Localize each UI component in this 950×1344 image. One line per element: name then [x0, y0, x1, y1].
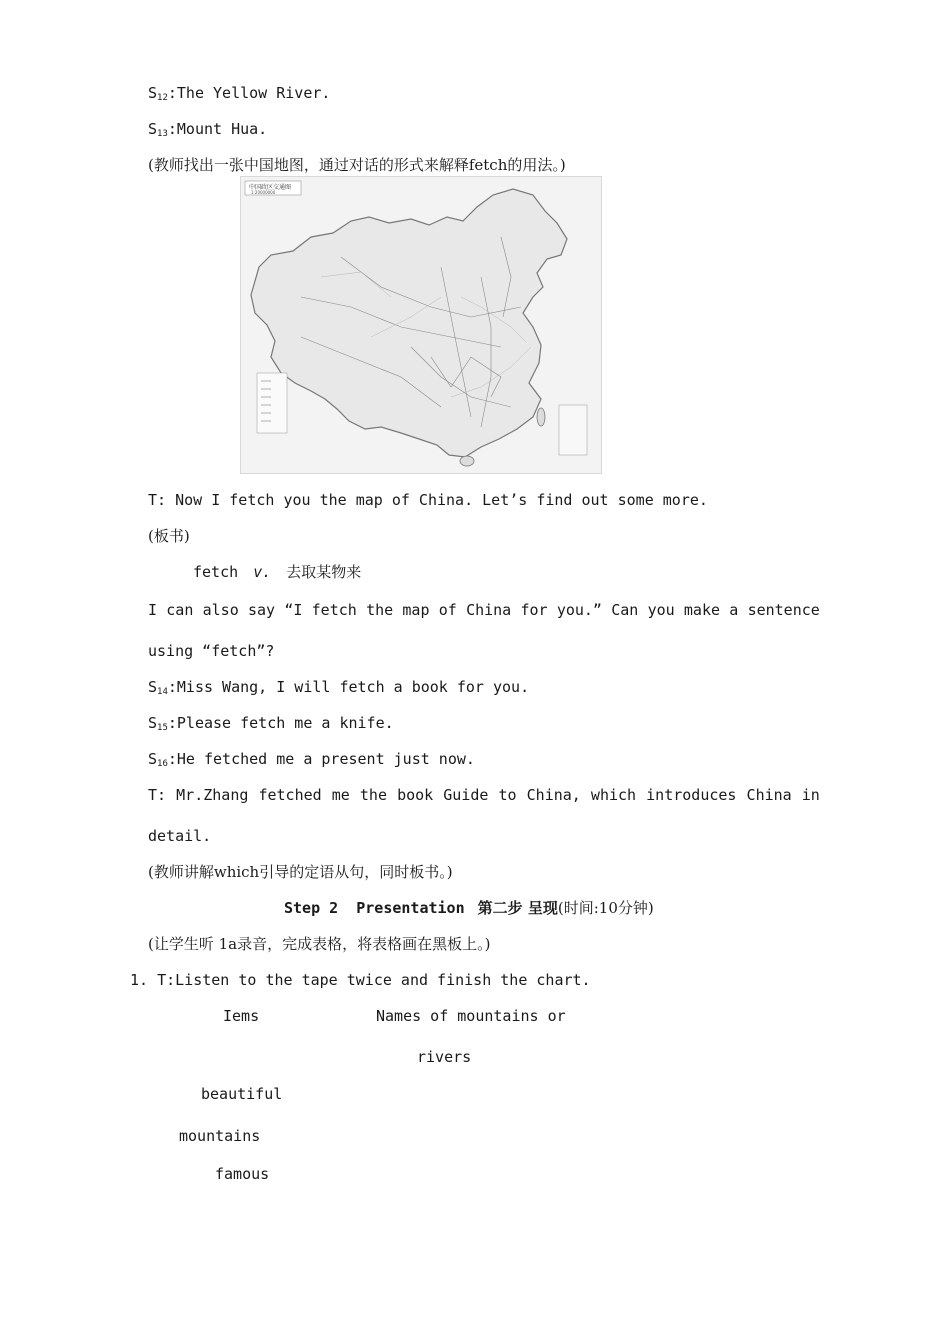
- taiwan-island: [537, 408, 545, 426]
- teacher-zhang-line: [148, 785, 820, 805]
- word: Mr.Zhang: [176, 786, 249, 804]
- word: “I: [284, 601, 303, 619]
- chart-col2-header-line2: rivers: [417, 1048, 472, 1066]
- word: you: [647, 601, 675, 619]
- listen-note: (让学生听 1a录音，完成表格，将表格画在黑板上。): [148, 935, 491, 953]
- chart-row1-line2: mountains: [179, 1127, 261, 1145]
- word: say: [248, 601, 276, 619]
- word: for: [520, 601, 548, 619]
- item-1: 1. T:Listen to the tape twice and finish the chart.: [130, 971, 591, 989]
- teacher-zhang-continued: detail.: [148, 827, 212, 845]
- word: the: [359, 786, 387, 804]
- word: fetched: [258, 786, 322, 804]
- chart-row2-line1: famous: [215, 1165, 270, 1183]
- word: T:: [148, 786, 167, 804]
- word: sentence: [747, 601, 820, 619]
- s12-line: $S_{12}:The$ Yellow River.: [148, 84, 331, 103]
- teacher-map-line: T: Now I fetch you the map of China. Let’s find out some more.: [148, 491, 708, 509]
- word: fetch: [311, 601, 357, 619]
- teacher-note-2: (教师讲解which引导的定语从句，同时板书。): [148, 863, 453, 881]
- map-title: 中国政区交通图: [249, 184, 292, 191]
- word: Can: [611, 601, 639, 619]
- chart-col1-header: Iems: [223, 1007, 260, 1025]
- word: I: [148, 601, 158, 619]
- china-map-image: [240, 176, 602, 474]
- chart-col2-header-line1: Names of mountains or: [376, 1007, 566, 1025]
- word: introduces: [646, 786, 737, 804]
- teacher-note-1: (教师找出一张中国地图，通过对话的形式来解释fetch的用法。): [148, 156, 566, 174]
- word: book: [397, 786, 434, 804]
- south-sea-inset: [559, 405, 587, 455]
- map-legend-box: [257, 373, 287, 433]
- step-time: (时间:10分钟): [557, 899, 654, 917]
- word: you.”: [556, 601, 602, 619]
- s16-line: $S_{16}:He$ fetched me a present just now.: [148, 750, 475, 769]
- word: a: [729, 601, 739, 619]
- word: make: [683, 601, 721, 619]
- word: also: [202, 601, 239, 619]
- word: in: [801, 786, 820, 804]
- word: China: [466, 601, 512, 619]
- word: China: [746, 786, 792, 804]
- board-note-1: (板书): [148, 527, 190, 545]
- word: China,: [526, 786, 581, 804]
- hainan-island: [460, 456, 474, 466]
- vocab-entry: fetch v. 去取某物来: [193, 563, 362, 581]
- word: which: [590, 786, 637, 804]
- china-map-graphic: [241, 177, 601, 473]
- word: of: [438, 601, 457, 619]
- word: to: [498, 786, 517, 804]
- s13-line: $S_{13}:Mount$ Hua.: [148, 120, 268, 139]
- word: me: [331, 786, 350, 804]
- teacher-say-continued: using “fetch”?: [148, 642, 275, 660]
- word: the: [366, 601, 394, 619]
- chart-row1-line1: beautiful: [201, 1085, 283, 1103]
- s14-line: $S_{14}:Miss$ Wang, I will fetch a book for you.: [148, 678, 530, 697]
- word: map: [402, 601, 430, 619]
- map-scale: 1:20000000: [251, 190, 276, 195]
- word: can: [166, 601, 194, 619]
- teacher-say-line: [148, 600, 820, 620]
- s15-line: $S_{15}:Please$ fetch me a knife.: [148, 714, 394, 733]
- step-heading: Step 2 Presentation 第二步 呈现(时间:10分钟): [284, 899, 654, 917]
- word: Guide: [443, 786, 489, 804]
